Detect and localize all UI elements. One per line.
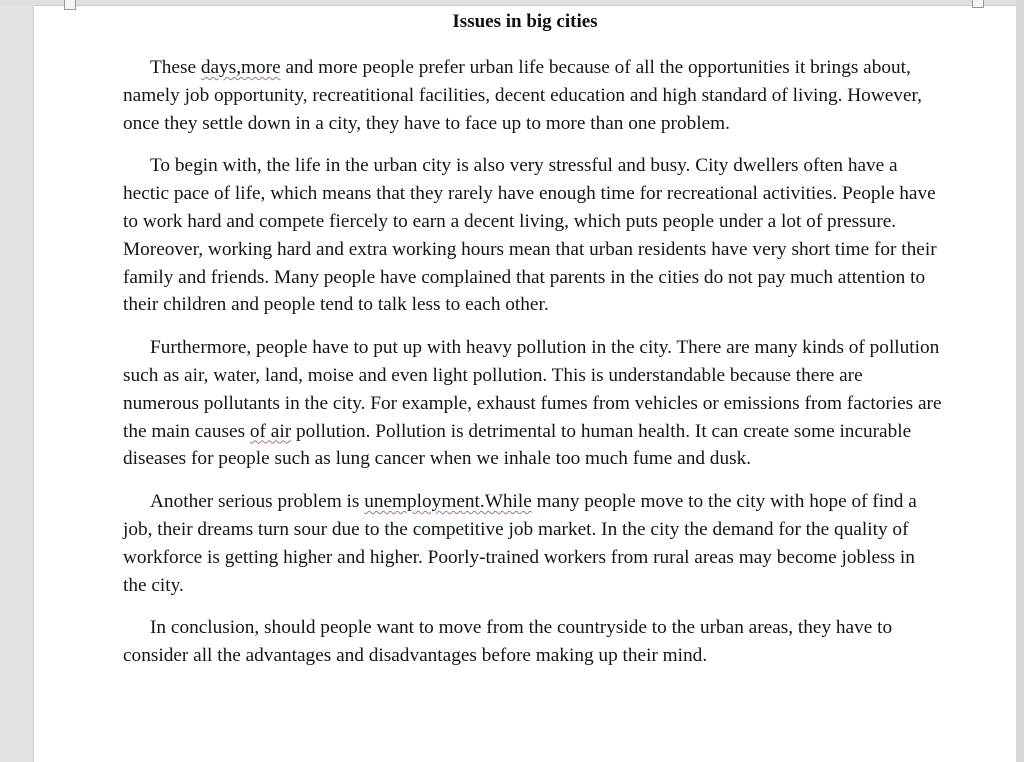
paragraph-pollution-text-b: pollution. Pollution is detrimental to human health. It can create some incurable diseases for people such as lung cancer when we inhale too much fume and dusk. [123,420,912,470]
paragraph-conclusion: In conclusion, should people want to move from the countryside to the urban areas, they have to consider all the advantages and disadvantages before making up their mind. [123,617,893,667]
page-corner-marker-right [972,0,984,8]
paragraph-pollution [123,334,943,473]
page-corner-marker-left [64,0,76,10]
paragraph-intro [123,54,943,137]
paragraph-intro-text-a: These [150,57,201,78]
page-right-margin [1016,0,1024,762]
paragraph-intro-text-b: and more people prefer urban life because of all the opportunities it brings about, namely job opportunity, recreatitional facilities, decent education and high standard of living. However, once they settle down in a city, they have to face up to more than one problem. [123,57,922,134]
paragraph-stress: To begin with, the life in the urban city is also very stressful and busy. City dwellers often have a hectic pace of life, which means that they rarely have enough time for recreational activities. People have to work hard and compete fiercely to earn a decent living, which puts people under a lot of pressure. Moreover, working hard and extra working hours mean that urban residents have very short time for their family and friends. Many people have complained that parents in the cities do not pay much attention to their children and people tend to talk less to each other. [123,155,937,316]
paragraph-unemployment [123,488,943,599]
spelling-flag[interactable]: days,more [200,57,281,78]
paragraph-unemployment-text-a: Another serious problem is [150,491,365,513]
document-body[interactable] [123,54,943,685]
paragraph-unemployment-text-b: many people move to the city with hope of find a job, their dreams turn sour due to the competitive job market. In the city the demand for the quality of workforce is getting higher and higher. Poorly-trained workers from rural areas may become jobless in the city. [123,491,917,596]
spelling-flag[interactable]: unemployment.While [364,491,532,513]
spelling-flag[interactable]: of air [249,420,292,442]
document-title: Issues in big cities [452,11,598,32]
paragraph-pollution-text-a: Furthermore, people have to put up with heavy pollution in the city. There are many kinds of pollution such as air, water, land, moise and even light pollution. This is understandable because there are numerous pollutants in the city. For example, exhaust fumes from vehicles or emissions from factories are the main causes [123,337,942,442]
